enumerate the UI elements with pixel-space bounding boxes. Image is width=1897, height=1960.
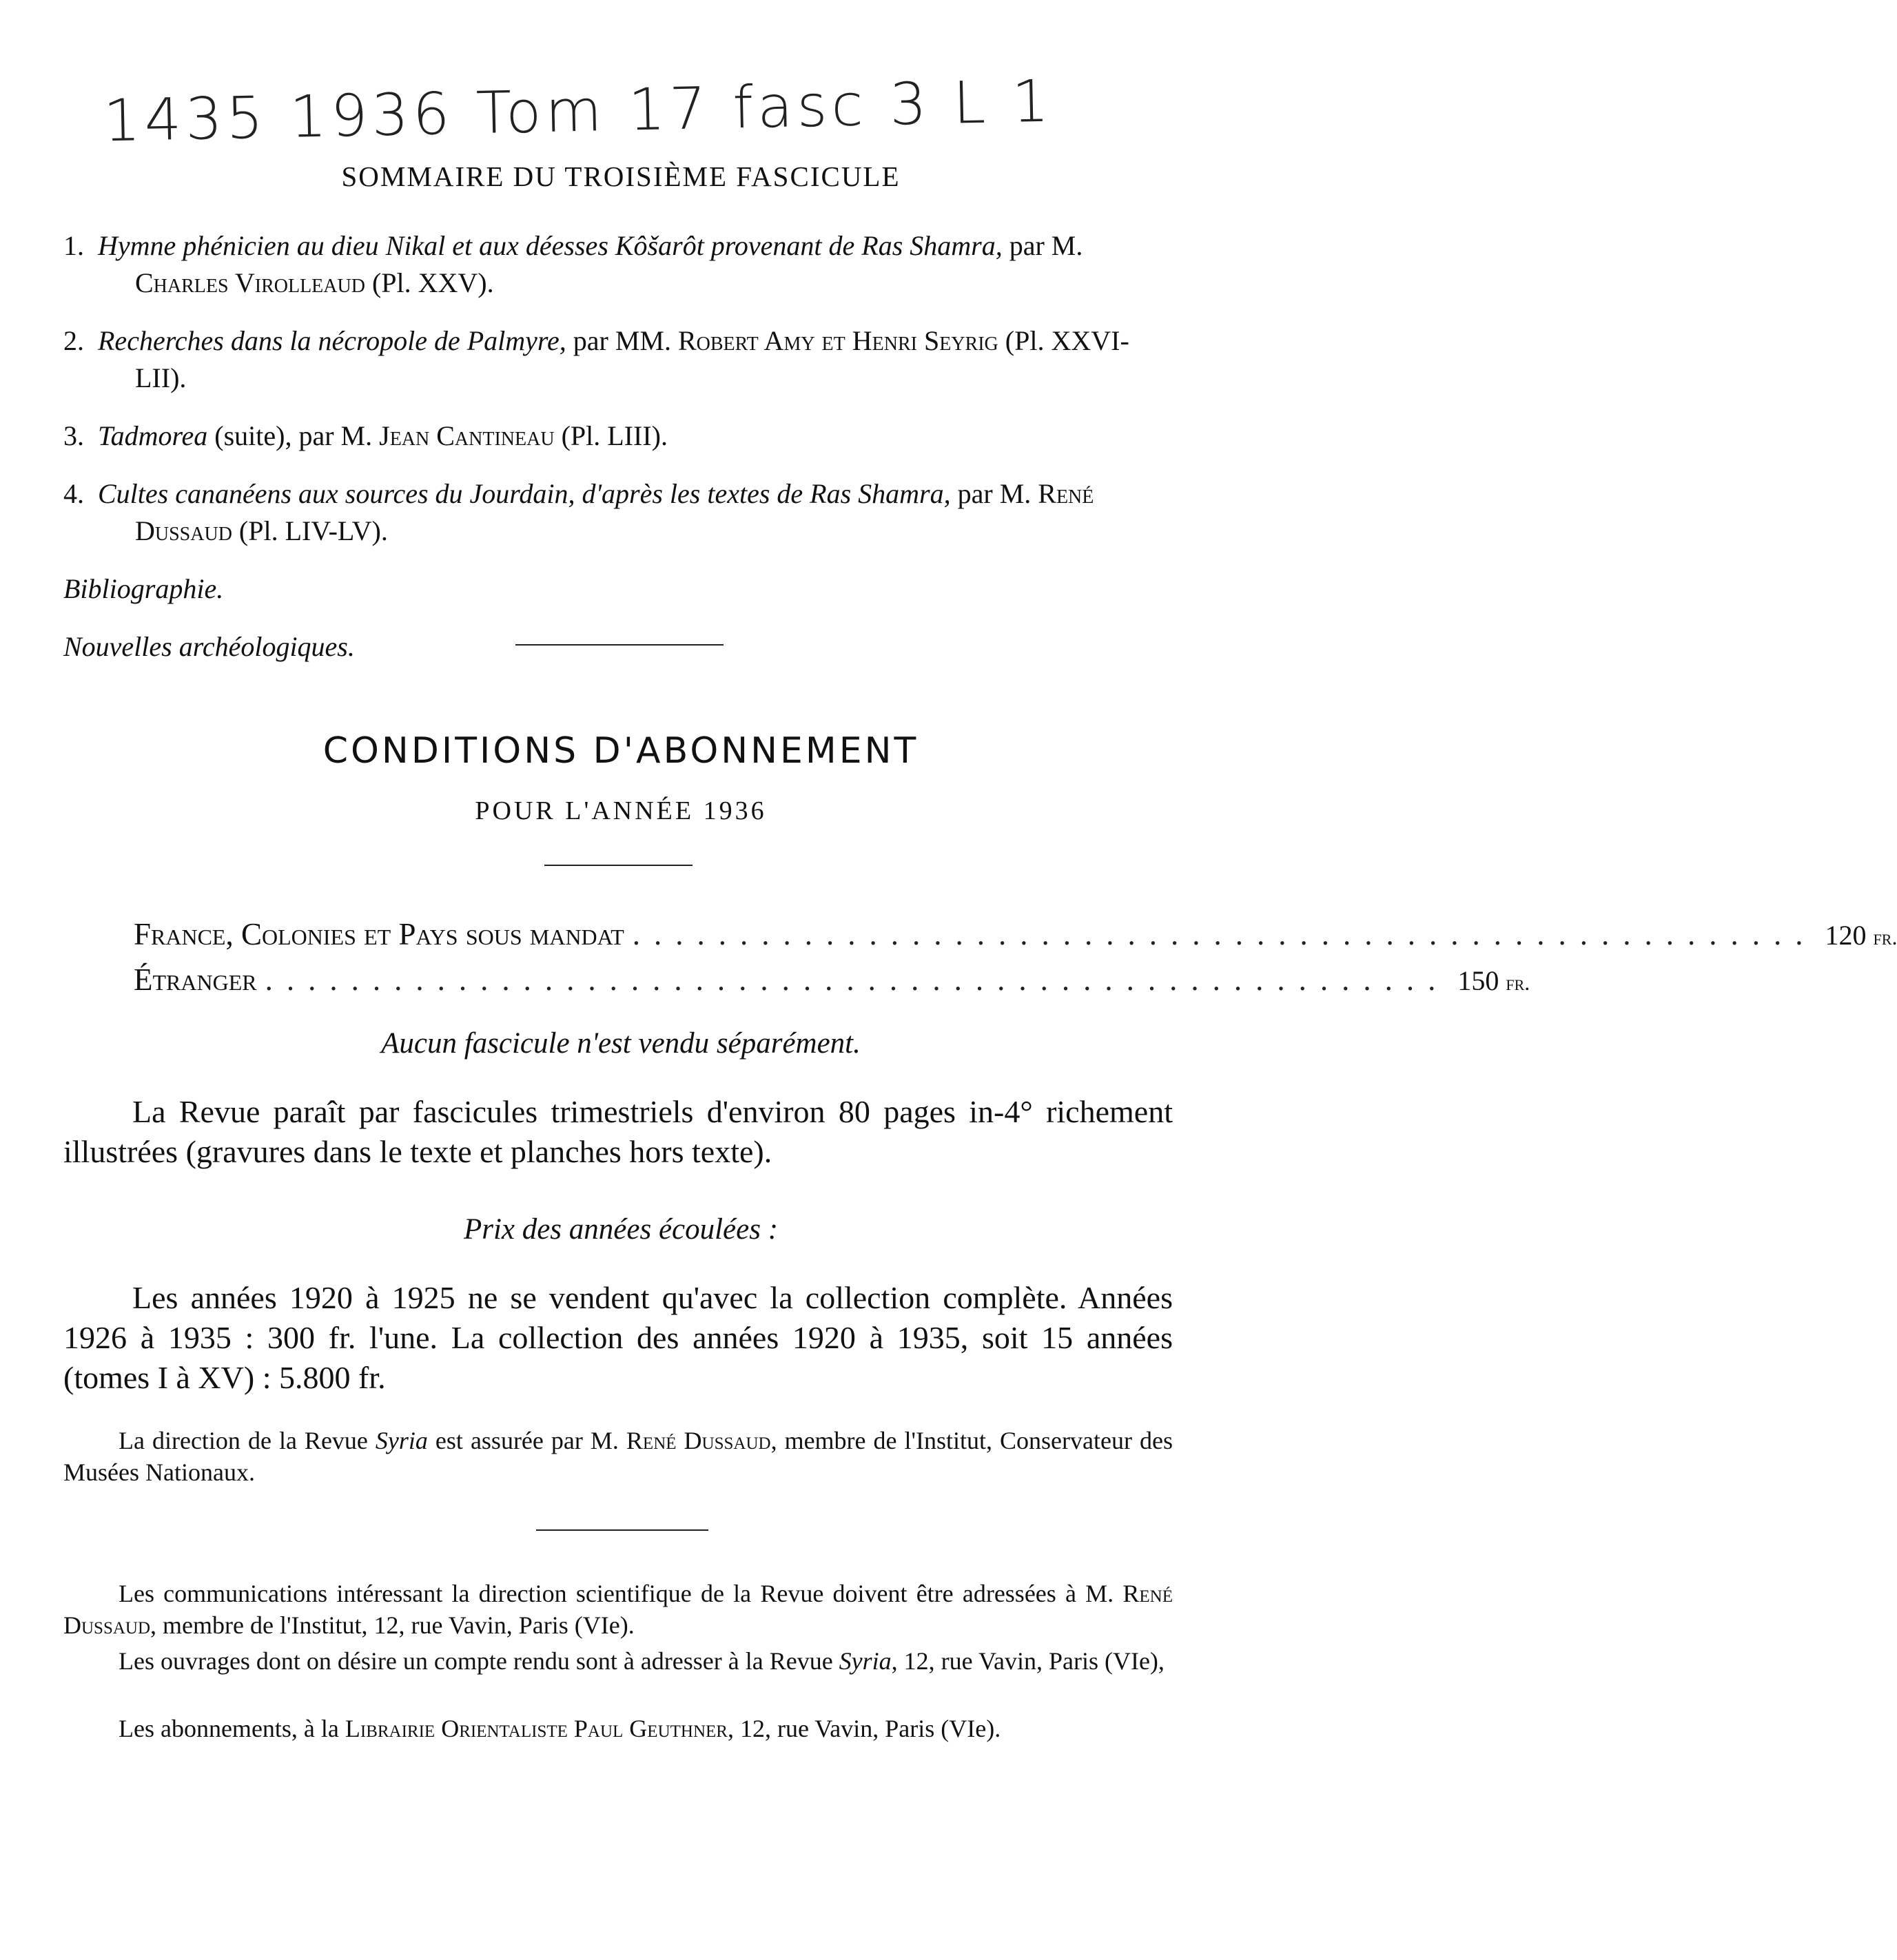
revue-paragraph: La Revue paraît par fascicules trimestriels d'environ 80 pages in-4° richement illustrées (gravures dans le texte et planches hors texte). xyxy=(63,1094,1173,1169)
direction-pre: La direction de la Revue xyxy=(119,1427,376,1454)
publisher-name: Librairie Orientaliste Paul Geuthner xyxy=(345,1715,728,1742)
prix-paragraph: Les années 1920 à 1925 ne se vendent qu'avec la collection complète. Années 1926 à 1935 : 300 fr. l'une. La collection des années 1920 à 1935, soit 15 années (tomes I à XV) : 5.800 fr. xyxy=(63,1280,1173,1395)
ouvrages-pre: Les ouvrages dont on désire un compte rendu sont à adresser à la Revue xyxy=(119,1647,839,1675)
toc-item-number: 3. xyxy=(63,420,84,451)
leader-dots: ....................................................... xyxy=(265,962,1450,997)
sommaire-title: SOMMAIRE DU TROISIÈME FASCICULE xyxy=(341,161,901,192)
price-table xyxy=(134,913,1897,1004)
direction-mid: est assurée par M. xyxy=(427,1427,626,1454)
divider-rule xyxy=(515,644,724,646)
toc-item-by: par M. xyxy=(1002,230,1083,261)
toc-item xyxy=(63,322,1173,397)
price-value: 150 xyxy=(1457,965,1499,996)
toc-item-author: Charles Virolleaud xyxy=(135,267,365,298)
communications-pre: Les communications intéressant la direction scientifique de la Revue doivent être adressées à M. xyxy=(119,1580,1123,1607)
toc-item-plates: (Pl. LIV-LV). xyxy=(232,515,388,546)
director-name: René Dussaud xyxy=(626,1427,771,1454)
conditions-title: CONDITIONS D'ABONNEMENT xyxy=(322,730,919,772)
conditions-subtitle: POUR L'ANNÉE 1936 xyxy=(475,796,767,825)
toc-item xyxy=(63,227,1173,302)
handwritten-note: 1435 1936 Tom 17 fasc 3 L 1 xyxy=(103,67,1054,155)
communications-post: , membre de l'Institut, 12, rue Vavin, Paris (VIe). xyxy=(150,1611,635,1639)
direction-paragraph xyxy=(63,1425,1173,1488)
price-row xyxy=(134,913,1897,958)
abonnements-post: , 12, rue Vavin, Paris (VIe). xyxy=(727,1715,1001,1742)
divider-rule xyxy=(544,865,693,866)
toc-item-title: Recherches dans la nécropole de Palmyre, xyxy=(98,325,566,356)
toc-item-author: Robert Amy et Henri Seyrig xyxy=(677,325,998,356)
notice-separate: Aucun fascicule n'est vendu séparément. xyxy=(381,1027,861,1060)
abonnements-paragraph xyxy=(63,1713,1173,1744)
toc-item-number: 4. xyxy=(63,478,84,509)
abonnements-pre: Les abonnements, à la xyxy=(119,1715,345,1742)
toc-item-number: 1. xyxy=(63,230,84,261)
prix-heading: Prix des années écoulées : xyxy=(463,1213,779,1246)
price-unit: fr. xyxy=(1506,970,1530,995)
toc-item-plates: (Pl. XXV). xyxy=(365,267,494,298)
toc-item-title: Cultes cananéens aux sources du Jourdain, d'après les textes de Ras Shamra, xyxy=(98,478,951,509)
toc-item-author: Jean Cantineau xyxy=(379,420,555,451)
toc-item-by: (suite), par M. xyxy=(207,420,380,451)
toc-nouvelles: Nouvelles archéologiques. xyxy=(63,631,355,662)
toc-bibliographie: Bibliographie. xyxy=(63,573,224,604)
price-label: France, Colonies et Pays sous mandat xyxy=(134,917,624,951)
price-unit: fr. xyxy=(1873,925,1897,949)
toc-item xyxy=(63,475,1173,550)
toc-item-title: Hymne phénicien au dieu Nikal et aux déesses Kôšarôt provenant de Ras Shamra, xyxy=(98,230,1003,261)
price-amount xyxy=(1457,960,1530,1004)
price-value: 120 xyxy=(1825,920,1867,951)
toc-item-by: par MM. xyxy=(566,325,678,356)
ouvrages-post: , 12, rue Vavin, Paris (VIe), xyxy=(891,1647,1165,1675)
leader-dots: ....................................................... xyxy=(632,917,1817,951)
director-name: René Dussaud xyxy=(63,1580,1173,1639)
direction-post: , membre de l'Institut, Conservateur des Musées Nationaux. xyxy=(63,1427,1173,1486)
price-row xyxy=(134,958,1530,1004)
toc-item-number: 2. xyxy=(63,325,84,356)
journal-name: Syria xyxy=(839,1647,892,1675)
journal-name: Syria xyxy=(375,1427,428,1454)
toc-item-author: René Dussaud xyxy=(135,478,1094,546)
table-of-contents xyxy=(63,227,1173,686)
toc-item-plates: (Pl. LIII). xyxy=(554,420,668,451)
toc-item xyxy=(63,417,1173,455)
price-amount xyxy=(1825,914,1897,958)
toc-item-title: Tadmorea xyxy=(98,420,208,451)
price-label: Étranger xyxy=(134,962,257,997)
toc-item-by: par M. xyxy=(950,478,1038,509)
ouvrages-paragraph xyxy=(63,1645,1173,1677)
divider-rule xyxy=(536,1529,708,1531)
toc-item-plates: (Pl. XXVI-LII). xyxy=(135,325,1129,393)
communications-paragraph xyxy=(63,1578,1173,1641)
